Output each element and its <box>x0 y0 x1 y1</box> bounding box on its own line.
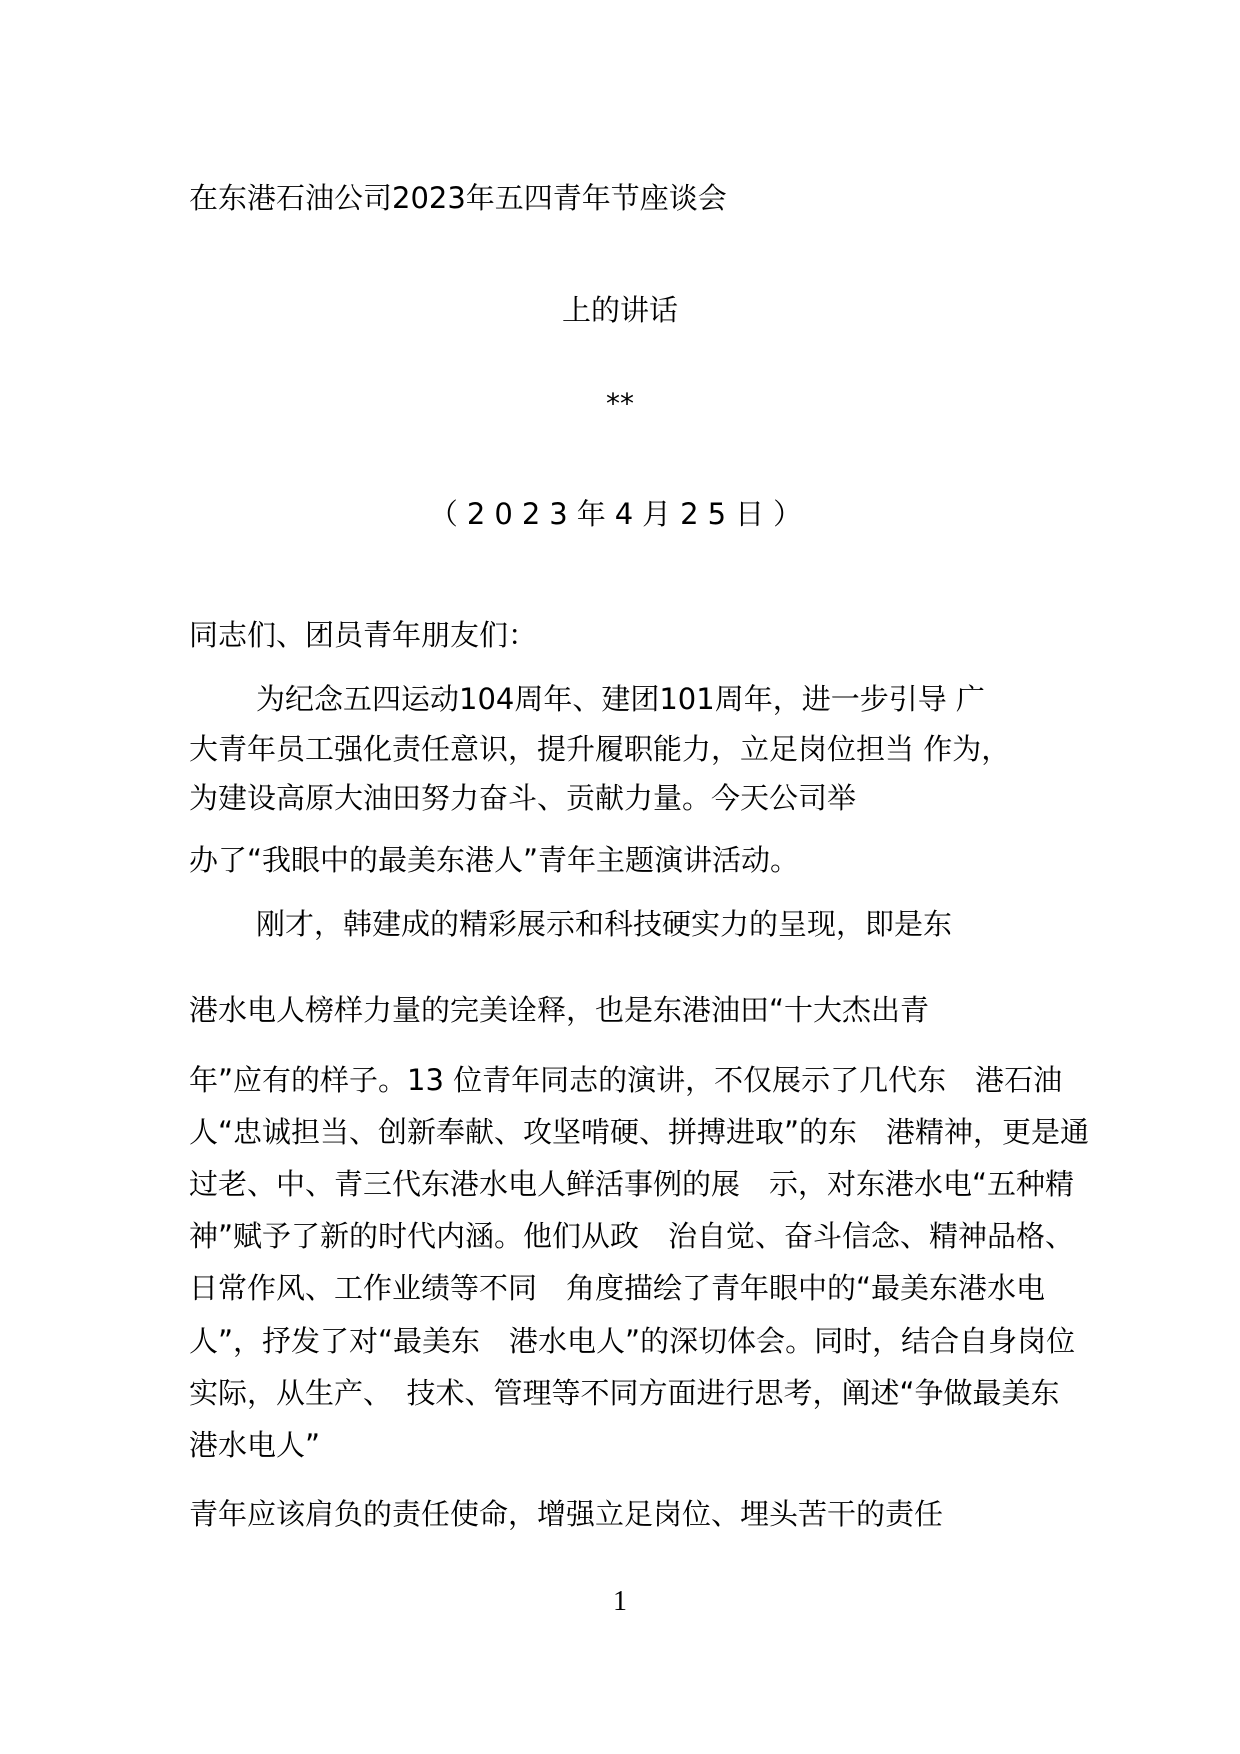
page-number: 1 <box>613 1586 627 1617</box>
body-line: 人”，抒发了对“最美东 港水电人”的深切体会。同时，结合自身岗位 <box>189 1324 1076 1358</box>
body-line: 为纪念五四运动104周年、建团101周年，进一步引导 广 <box>256 682 985 716</box>
title-line-2: 上的讲话 <box>561 293 678 327</box>
salutation: 同志们、团员青年朋友们： <box>189 618 538 652</box>
title-line-1: 在东港石油公司2023年五四青年节座谈会 <box>189 181 727 215</box>
body-line: 办了“我眼中的最美东港人”青年主题演讲活动。 <box>189 843 800 877</box>
author: ** <box>606 387 634 420</box>
body-line: 人“忠诚担当、创新奉献、攻坚啃硬、拼搏进取”的东 港精神，更是通 <box>189 1115 1090 1149</box>
date: （2023年4月25日） <box>428 497 812 531</box>
body-line: 青年应该肩负的责任使命，增强立足岗位、埋头苦干的责任 <box>189 1497 944 1531</box>
body-line: 日常作风、工作业绩等不同 角度描绘了青年眼中的“最美东港水电 <box>189 1271 1046 1305</box>
body-line: 年”应有的样子。13 位青年同志的演讲，不仅展示了几代东 港石油 <box>189 1063 1063 1097</box>
body-line: 港水电人” <box>189 1428 321 1462</box>
body-line: 为建设高原大油田努力奋斗、贡献力量。今天公司举 <box>189 781 857 815</box>
body-line: 刚才，韩建成的精彩展示和科技硬实力的呈现，即是东 <box>256 907 953 941</box>
body-line: 神”赋予了新的时代内涵。他们从政 治自觉、奋斗信念、精神品格、 <box>189 1219 1075 1253</box>
body-line: 港水电人榜样力量的完美诠释，也是东港油田“十大杰出青 <box>189 993 930 1027</box>
body-line: 过老、中、青三代东港水电人鲜活事例的展 示，对东港水电“五种精 <box>189 1167 1075 1201</box>
body-line: 大青年员工强化责任意识，提升履职能力，立足岗位担当 作为， <box>189 732 1011 766</box>
body-line: 实际，从生产、 技术、管理等不同方面进行思考，阐述“争做最美东 <box>189 1376 1060 1410</box>
